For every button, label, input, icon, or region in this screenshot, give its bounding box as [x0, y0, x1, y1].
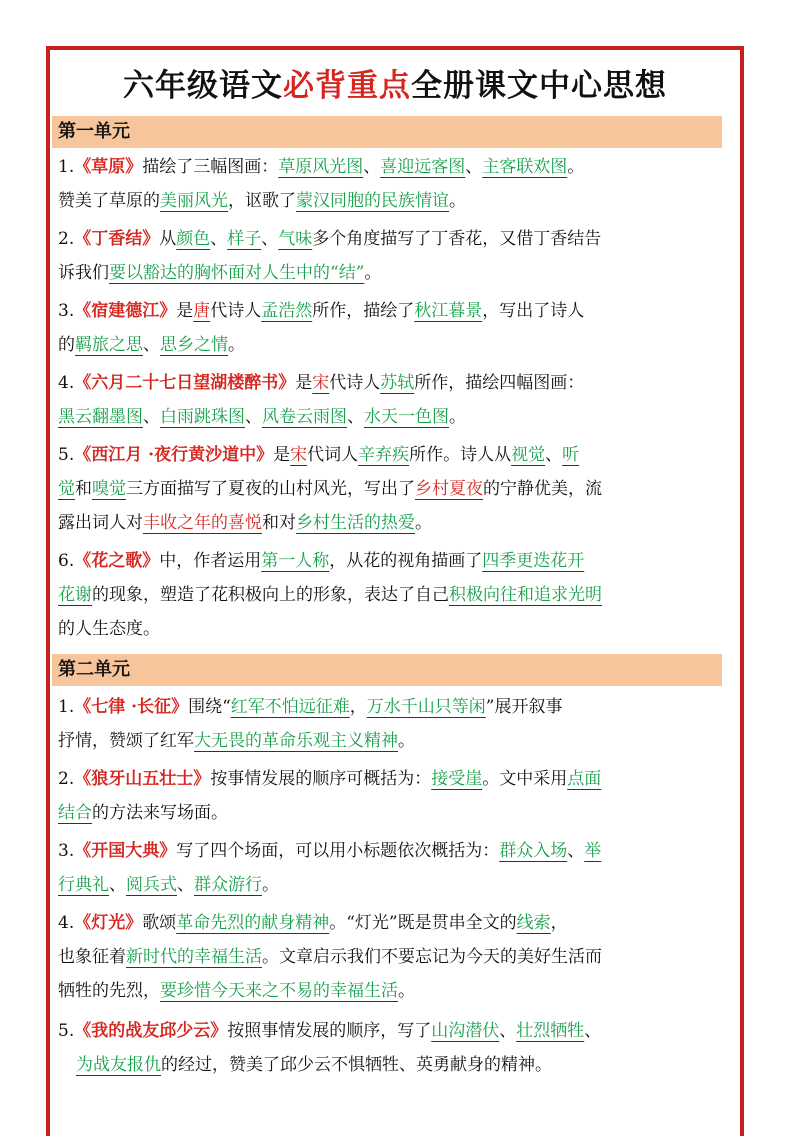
page-title: 六年级语文必背重点全册课文中心思想 — [123, 68, 667, 104]
list-item: 3.《宿建德江》是唐代诗人孟浩然所作，描绘了秋江暮景，写出了诗人 的羁旅之思、思乡之情。 — [58, 301, 585, 355]
list-item: 3.《开国大典》写了四个场面，可以用小标题依次概括为：群众入场、举 行典礼、阅兵式、群众游行。 — [58, 841, 602, 895]
unit-heading: 第一单元 — [52, 116, 722, 148]
list-item: 4.《六月二十七日望湖楼醉书》是宋代诗人苏轼所作，描绘四幅图画： 黑云翻墨图、白雨跳珠图、风卷云雨图、水天一色图。 — [58, 373, 585, 427]
list-item: 1.《草原》描绘了三幅图画：草原风光图、喜迎远客图、主客联欢图。 赞美了草原的美丽风光，讴歌了蒙汉同胞的民族情谊。 — [58, 157, 585, 211]
list-item: 5.《西江月 ·夜行黄沙道中》是宋代词人辛弃疾所作。诗人从视觉、听 觉和嗅觉三方面描写了夏夜的山村风光，写出了乡村夏夜的宁静优美，流 露出词人对丰收之年的喜悦和对乡村生活的热爱。 — [58, 445, 602, 533]
list-item: 6.《花之歌》中，作者运用第一人称，从花的视角描画了四季更迭花开 花谢的现象，塑造了花积极向上的形象，表达了自己积极向往和追求光明 的人生态度。 — [58, 551, 602, 639]
list-item: 5.《我的战友邱少云》按照事情发展的顺序，写了山沟潜伏、壮烈牺牲、 为战友报仇的经过，赞美了邱少云不惧牺牲、英勇献身的精神。 — [58, 1021, 602, 1075]
list-item: 2.《丁香结》从颜色、样子、气味多个角度描写了丁香花，又借丁香结告 诉我们要以豁达的胸怀面对人生中的“结”。 — [58, 229, 602, 283]
document-frame — [46, 46, 744, 1136]
unit-heading: 第二单元 — [52, 654, 722, 686]
list-item: 4.《灯光》歌颂革命先烈的献身精神。“灯光”既是贯串全文的线索， 也象征着新时代的幸福生活。文章启示我们不要忘记为今天的美好生活而 牺牲的先烈，要珍惜今天来之不易的幸福生活。 — [58, 913, 602, 1001]
list-item: 2.《狼牙山五壮士》按事情发展的顺序可概括为：接受崖。文中采用点面 结合的方法来写场面。 — [58, 769, 602, 823]
list-item: 1.《七律 ·长征》围绕“红军不怕远征难，万水千山只等闲”展开叙事 抒情，赞颂了红军大无畏的革命乐观主义精神。 — [58, 697, 563, 751]
